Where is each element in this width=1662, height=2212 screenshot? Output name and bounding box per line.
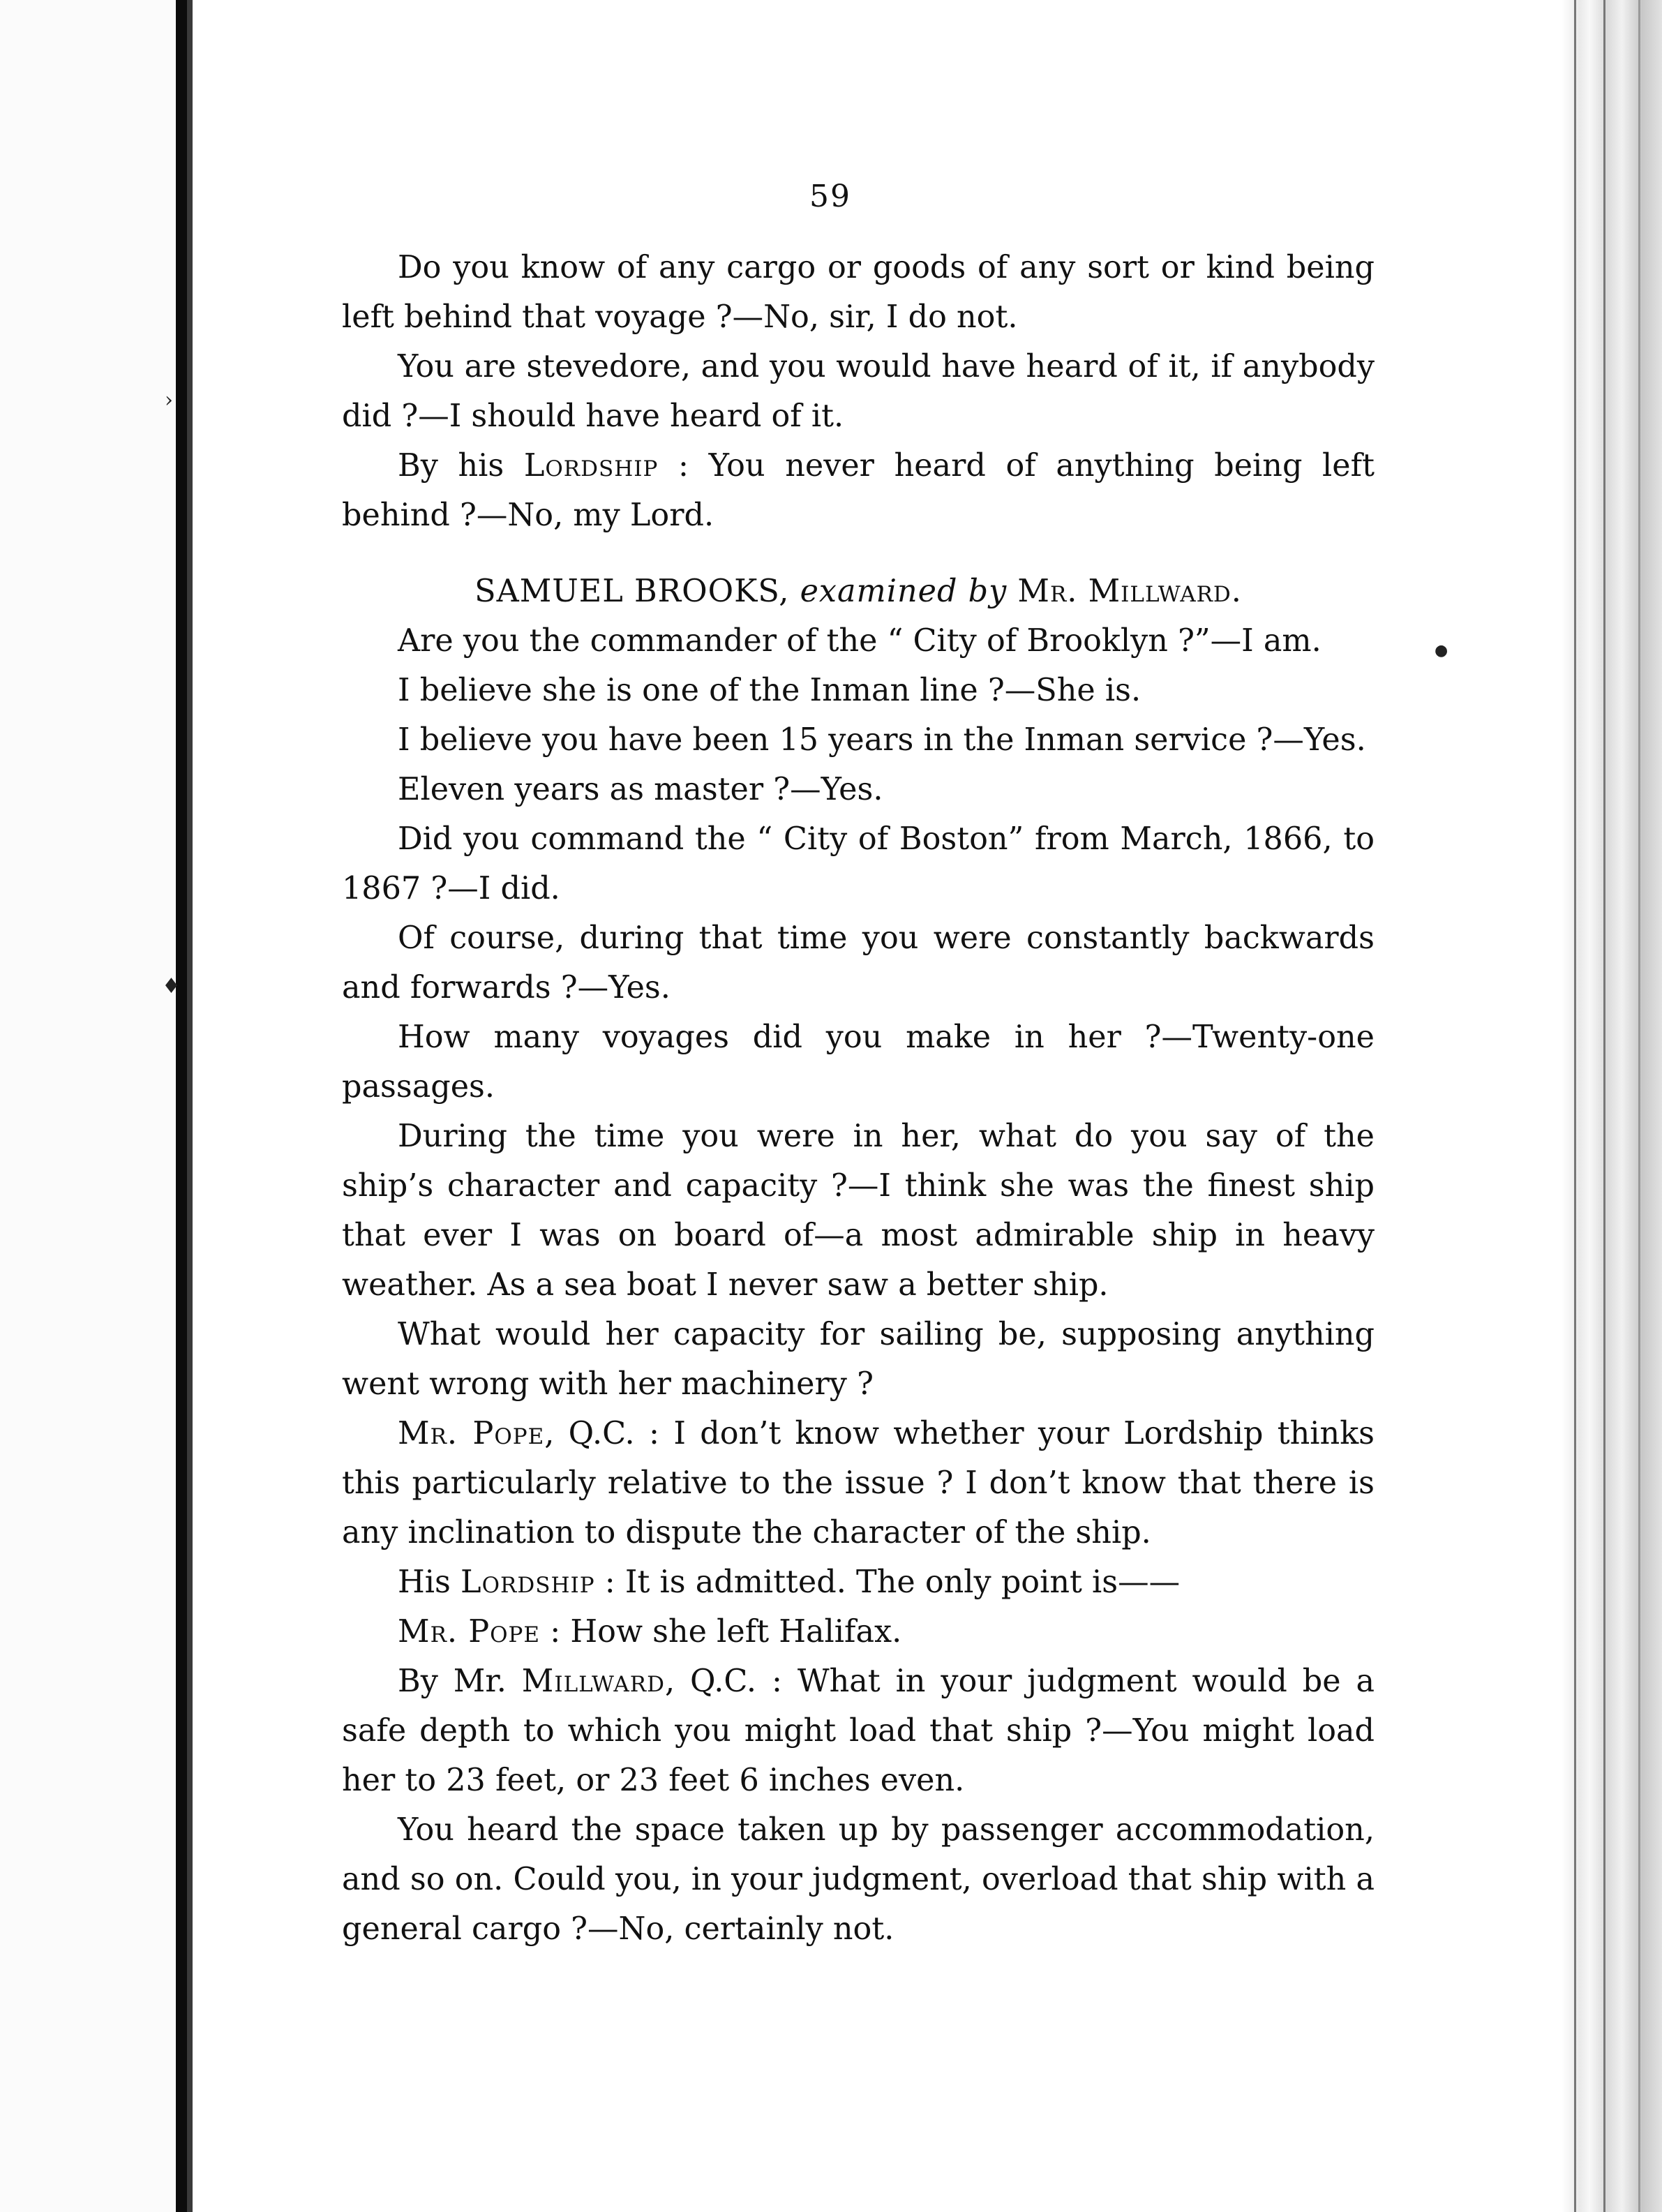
left-page-edge <box>0 0 176 2212</box>
examination-line: I believe you have been 15 years in the Inman service ?—Yes. <box>398 722 1366 758</box>
speaker-name: Millward <box>521 1664 665 1699</box>
speaker-prefix: By Mr. <box>398 1664 507 1699</box>
witness-heading <box>342 567 1375 616</box>
examination-line: During the time you were in her, what do you say of the ship’s character and capacity ?—I think she was the finest ship that ever I was on board of—a most admirable ship in heavy weather. As a sea boat I never saw a better ship. <box>342 1119 1375 1303</box>
margin-mark: › <box>165 388 173 412</box>
paragraph: Do you know of any cargo or goods of any sort or kind being left behind that voyage ?—No, sir, I do not. <box>342 250 1375 335</box>
pope-reply <box>342 1607 1375 1657</box>
page-number: 59 <box>809 179 851 214</box>
page-edge-line <box>1603 0 1605 2212</box>
speaker-name: Lordship <box>523 448 659 484</box>
lordship-reply <box>342 1557 1375 1607</box>
speaker-name: Mr. Pope <box>398 1416 545 1451</box>
examination-line: Eleven years as master ?—Yes. <box>398 772 883 807</box>
page-body <box>342 243 1375 1954</box>
examination-line: Did you command the “ City of Boston” from March, 1866, to 1867 ?—I did. <box>342 821 1375 906</box>
reply-text: : How she left Halifax. <box>550 1614 902 1650</box>
speaker-suffix: , Q.C. : <box>544 1416 660 1451</box>
final-paragraph: You heard the space taken up by passenger accommodation, and so on. Could you, in your judgment, overload that ship with a general cargo ?—No, certainly not. <box>342 1812 1375 1947</box>
stray-dot: ● <box>1435 642 1448 659</box>
objection-text: I don’t know whether your Lordship thinks this particularly relative to the issue ? I don’t know that there is any inclination to dispute the character of the ship. <box>342 1416 1375 1550</box>
book-gutter <box>176 0 187 2212</box>
page-edge-line <box>1574 0 1576 2212</box>
examination-line: Of course, during that time you were constantly backwards and forwards ?—Yes. <box>342 920 1375 1006</box>
speaker-prefix: By his <box>398 448 504 484</box>
speaker-name: Mr. Pope <box>398 1614 541 1650</box>
question-text: , Q.C. : What in your judgment would be a safe depth to which you might load that ship ?—You might load her to 23 feet, or 23 feet 6 inches even. <box>342 1664 1375 1798</box>
examiner-name: Mr. Millward. <box>1017 574 1242 609</box>
speaker-name: Lordship <box>461 1564 595 1600</box>
reply-text: : It is admitted. The only point is—— <box>604 1564 1181 1600</box>
pope-objection <box>342 1409 1375 1557</box>
page-edge-line <box>1638 0 1640 2212</box>
examination-line: I believe she is one of the Inman line ?—She is. <box>398 673 1141 708</box>
witness-name: SAMUEL BROOKS, <box>474 574 790 609</box>
right-page-edges <box>1562 0 1662 2212</box>
examined-by: examined by <box>800 574 1008 609</box>
lordship-question <box>342 441 1375 540</box>
speaker-prefix: His <box>398 1564 451 1600</box>
examination-line: How many voyages did you make in her ?—Twenty-one passages. <box>342 1019 1375 1105</box>
millward-question <box>342 1657 1375 1805</box>
examination-line: What would her capacity for sailing be, supposing anything went wrong with her machinery ? <box>342 1317 1375 1402</box>
paragraph: You are stevedore, and you would have heard of it, if anybody did ?—I should have heard of it. <box>342 349 1375 434</box>
question-text: : You never heard of anything being left behind ?—No, my Lord. <box>342 448 1375 533</box>
examination-line: Are you the commander of the “ City of Brooklyn ?”—I am. <box>398 623 1322 659</box>
margin-mark: ♦ <box>162 974 181 999</box>
book-gutter-shadow <box>187 0 193 2212</box>
